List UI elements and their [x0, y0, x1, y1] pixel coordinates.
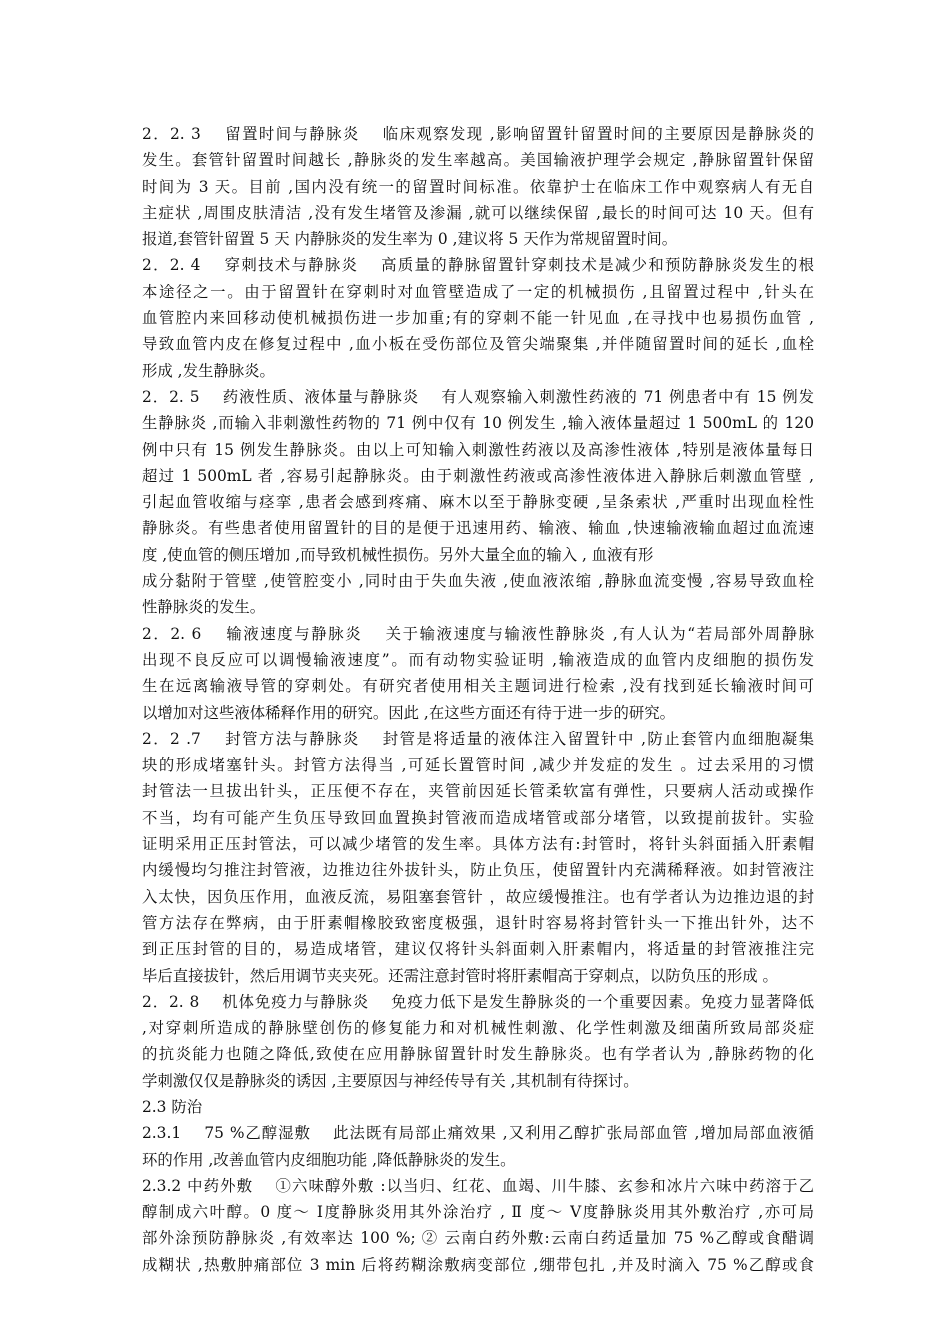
text-line: 引起血管收缩与痉挛 ,患者会感到疼痛、麻木以至于静脉变硬 ,呈条索状 ,严重时出现血栓性	[142, 493, 814, 512]
text-line: 报道,套管针留置 5 天 内静脉炎的发生率为 0 ,建议将 5 天作为常规留置时间。	[142, 230, 678, 249]
text-line: 时间为 3 天。目前 ,国内没有统一的留置时间标准。依靠护士在临床工作中观察病人有无自	[142, 177, 814, 196]
text-line: 毕后直接拔针，然后用调节夹夹死。还需注意封管时将肝素帽高于穿刺点，以防负压的形成 。	[142, 966, 778, 985]
text-line: 出现不良反应可以调慢输液速度”。而有动物实验证明 ,输液造成的血管内皮细胞的损伤发	[142, 650, 814, 669]
text-line: 内缓慢均匀推注封管液，边推边往外拔针头，防止负压，使留置针内充满稀释液。如封管液注	[142, 861, 814, 880]
text-line: 块的形成堵塞针头。封管方法得当 ,可延长置管时间 ,减少并发症的发生 。过去采用的习惯	[142, 756, 814, 775]
text-line: ,对穿刺所造成的静脉壁创伤的修复能力和对机械性刺激、化学性刺激及细菌所致局部炎症	[142, 1019, 814, 1038]
text-line: 不当，均有可能产生负压导致回血置换封管液而造成堵管或部分堵管，以致提前拔针。实验	[142, 808, 814, 827]
text-line: 封管法一旦拔出针头，正压便不存在，夹管前因延长管柔软富有弹性，只要病人活动或操作	[142, 782, 814, 801]
document-body	[142, 121, 814, 1278]
text-line: 证明采用正压封管法，可以减少堵管的发生率。具体方法有:封管时，将针头斜面插入肝素帽	[142, 835, 814, 854]
text-line: 超过 1 500mL 者 ,容易引起静脉炎。由于刺激性药液或高渗性液体进入静脉后刺激血管壁 ,	[142, 466, 814, 485]
text-line: 部外涂预防静脉炎 ,有效率达 100 %; ② 云南白药外敷:云南白药适量加 75 %乙醇或食醋调	[142, 1229, 814, 1248]
text-line: 以增加对这些液体稀释作用的研究。因此 ,在这些方面还有待于进一步的研究。	[142, 703, 676, 722]
text-line: 2．2. 8 机体免疫力与静脉炎 免疫力低下是发生静脉炎的一个重要因素。免疫力显著降低	[142, 992, 814, 1011]
text-line: 2.3.1 75 %乙醇湿敷 此法既有局部止痛效果 ,又利用乙醇扩张局部血管 ,增加局部血液循	[142, 1124, 814, 1143]
text-line: 2．2. 6 输液速度与静脉炎 关于输液速度与输液性静脉炎 ,有人认为“若局部外周静脉	[142, 624, 814, 643]
text-line: 生静脉炎 ,而输入非刺激性药物的 71 例中仅有 10 例发生 ,输入液体量超过 1 500mL 的 120	[142, 414, 814, 433]
text-line: 醇制成六叶醇。0 度～ Ⅰ度静脉炎用其外涂治疗 , Ⅱ 度～ Ⅴ度静脉炎用其外敷治疗 ,亦可局	[142, 1203, 814, 1222]
text-line: 发生。套管针留置时间越长 ,静脉炎的发生率越高。美国输液护理学会规定 ,静脉留置针保留	[142, 151, 814, 170]
text-line: 2.3.2 中药外敷 ①六味醇外敷 :以当归、红花、血竭、川牛膝、玄参和冰片六味中药溶于乙	[142, 1176, 814, 1195]
text-line: 本途径之一。由于留置针在穿刺时对血管壁造成了一定的机械损伤 ,且留置过程中 ,针头在	[142, 282, 814, 301]
text-line: 性静脉炎的发生。	[142, 598, 266, 617]
text-line: 管方法存在弊病，由于肝素帽橡胶致密度极强，退针时容易将封管针头一下推出针外，达不	[142, 913, 814, 932]
section-heading: 2.3 防治	[142, 1097, 203, 1116]
text-line: 成分黏附于管壁 ,使管腔变小 ,同时由于失血失液 ,使血液浓缩 ,静脉血流变慢 ,容易导致血栓	[142, 572, 814, 591]
text-line: 2．2 .7 封管方法与静脉炎 封管是将适量的液体注入留置针中 ,防止套管内血细胞凝集	[142, 729, 814, 748]
text-line: 静脉炎。有些患者使用留置针的目的是便于迅速用药、输液、输血 ,快速输液输血超过血流速	[142, 519, 814, 538]
text-line: 2．2. 4 穿刺技术与静脉炎 高质量的静脉留置针穿刺技术是减少和预防静脉炎发生的根	[142, 256, 814, 275]
text-line: 度 ,使血管的侧压增加 ,而导致机械性损伤。另外大量全血的输入 , 血液有形	[142, 545, 654, 564]
text-line: 导致血管内皮在修复过程中 ,血小板在受伤部位及管尖端聚集 ,并伴随留置时间的延长 ,血栓	[142, 335, 814, 354]
text-line: 例中只有 15 例发生静脉炎。由以上可知输入刺激性药液以及高渗性液体 ,特别是液体量每日	[142, 440, 814, 459]
text-line: 主症状 ,周围皮肤清洁 ,没有发生堵管及渗漏 ,就可以继续保留 ,最长的时间可达 10 天。但有	[142, 203, 814, 222]
text-line: 入太快，因负压作用，血液反流，易阻塞套管针 ，故应缓慢推注。也有学者认为边推边退的封	[142, 887, 814, 906]
text-line: 2．2. 3 留置时间与静脉炎 临床观察发现 ,影响留置针留置时间的主要原因是静脉炎的	[142, 125, 814, 143]
text-line: 2．2. 5 药液性质、液体量与静脉炎 有人观察输入刺激性药液的 71 例患者中有 15 例发	[142, 387, 814, 406]
text-line: 形成 ,发生静脉炎。	[142, 361, 275, 380]
text-line: 成糊状 ,热敷肿痛部位 3 min 后将药糊涂敷病变部位 ,绷带包扎 ,并及时滴入 75 %乙醇或食	[142, 1255, 814, 1274]
text-line: 的抗炎能力也随之降低,致使在应用静脉留置针时发生静脉炎。也有学者认为 ,静脉药物的化	[142, 1045, 814, 1064]
text-line: 血管腔内来回移动使机械损伤进一步加重;有的穿刺不能一针见血 ,在寻找中也易损伤血管 ,	[142, 309, 814, 328]
text-line: 生在远离输液导管的穿刺处。有研究者使用相关主题词进行检索 ,没有找到延长输液时间可	[142, 677, 814, 696]
text-line: 环的作用 ,改善血管内皮细胞功能 ,降低静脉炎的发生。	[142, 1150, 516, 1169]
text-line: 学刺激仅仅是静脉炎的诱因 ,主要原因与神经传导有关 ,其机制有待探讨。	[142, 1071, 639, 1090]
text-line: 到正压封管的目的，易造成堵管，建议仅将针头斜面刺入肝素帽内，将适量的封管液推注完	[142, 940, 814, 959]
